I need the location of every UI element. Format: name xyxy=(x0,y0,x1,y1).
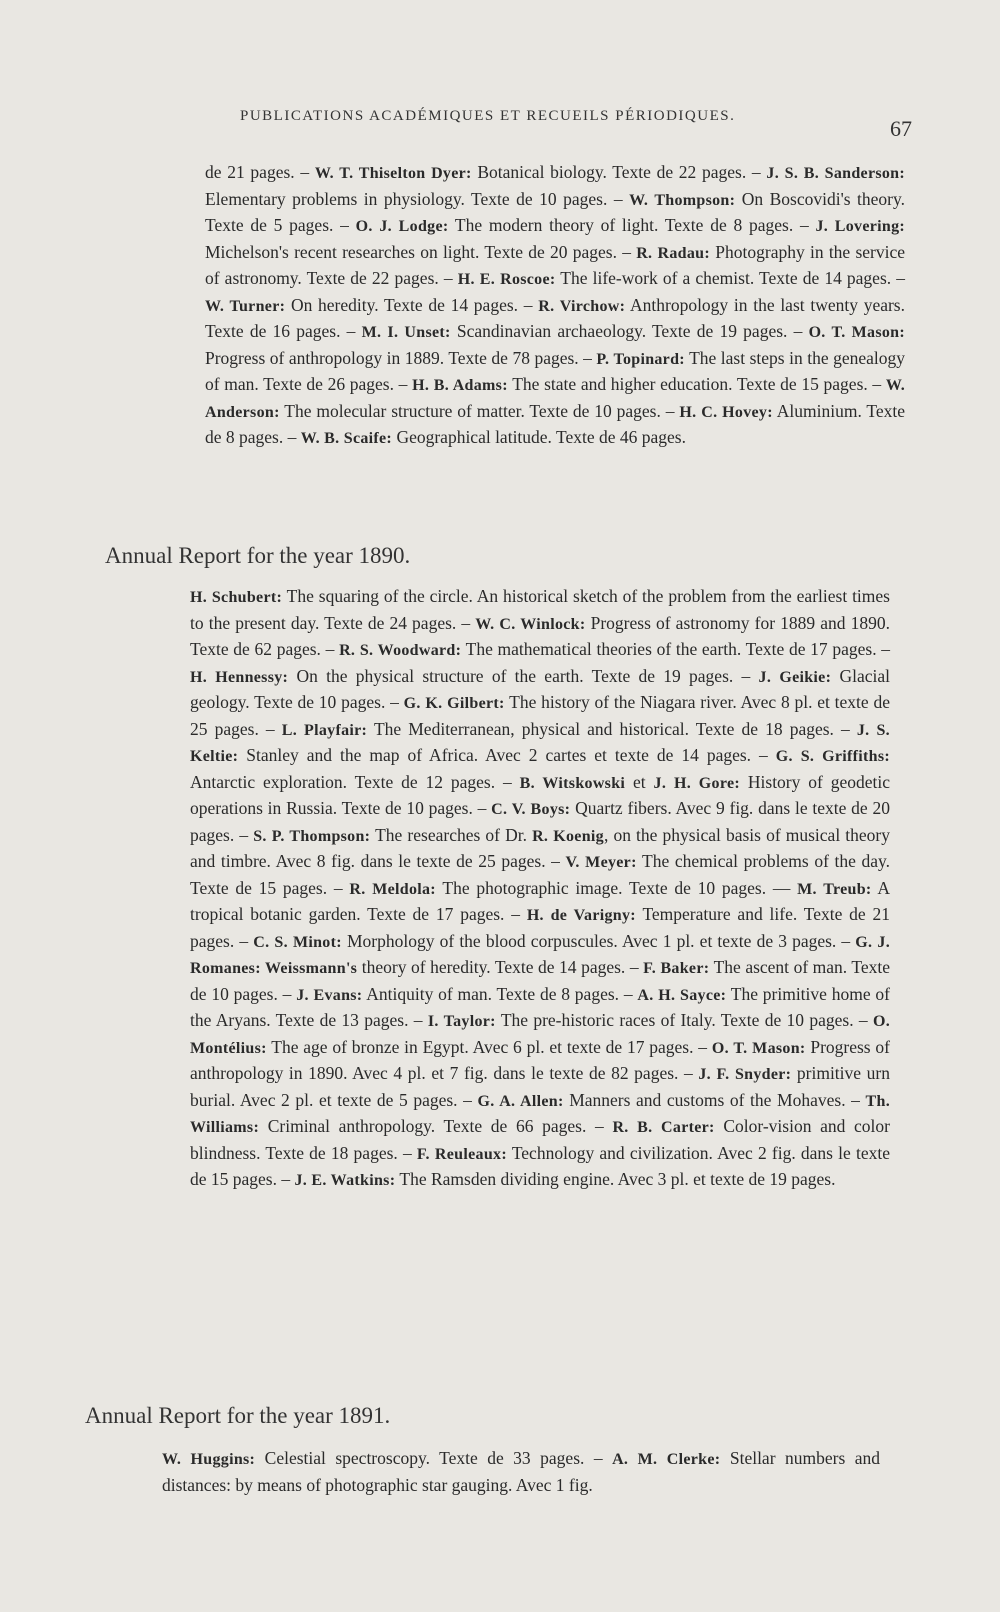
section-heading-1890: Annual Report for the year 1890. xyxy=(105,543,411,568)
section-heading-1891: Annual Report for the year 1891. xyxy=(85,1403,391,1428)
paragraph-1890-report: H. Schubert: The squaring of the circle. An historical sketch of the problem from the earliest times to the present day. Texte de 24 pages. – W. C. Winlock: Progress of astronomy for 1889 and 1890. Texte de 62 pages. – R. S. Woodward: The mathematical theories of the earth. Texte de 17 pages. – H. Hennessy: On the physical structure of the earth. Texte de 19 pages. – J. Geikie: Glacial geology. Texte de 10 pages. – G. K. Gilbert: The history of the Niagara river. Avec 8 pl. et texte de 25 pages. – L. Playfair: The Mediterranean, physical and historical. Texte de 18 pages. – J. S. Keltie: Stanley and the map of Africa. Avec 2 cartes et texte de 14 pages. – G. S. Griffiths: Antarctic exploration. Texte de 12 pages. – B. Witskowski et J. H. Gore: History of geodetic operations in Russia. Texte de 10 pages. – C. V. Boys: Quartz fibers. Avec 9 fig. dans le texte de 20 pages. – S. P. Thompson: The researches of Dr. R. Koenig, on the physical basis of musical theory and timbre. Avec 8 fig. dans le texte de 25 pages. – V. Meyer: The chemical problems of the day. Texte de 15 pages. – R. Meldola: The photographic image. Texte de 10 pages. — M. Treub: A tropical botanic garden. Texte de 17 pages. – H. de Varigny: Temperature and life. Texte de 21 pages. – C. S. Minot: Morphology of the blood corpuscules. Avec 1 pl. et texte de 3 pages. – G. J. Romanes: Weissmann's theory of heredity. Texte de 14 pages. – F. Baker: The ascent of man. Texte de 10 pages. – J. Evans: Antiquity of man. Texte de 8 pages. – A. H. Sayce: The primitive home of the Aryans. Texte de 13 pages. – I. Taylor: The pre-historic races of Italy. Texte de 10 pages. – O. Montélius: The age of bronze in Egypt. Avec 6 pl. et texte de 17 pages. – O. T. Mason: Progress of anthropology in 1890. Avec 4 pl. et 7 fig. dans le texte de 82 pages. – J. F. Snyder: primitive urn burial. Avec 2 pl. et texte de 5 pages. – G. A. Allen: Manners and customs of the Mohaves. – Th. Williams: Criminal anthropology. Texte de 66 pages. – R. B. Carter: Color-vision and color blindness. Texte de 18 pages. – F. Reuleaux: Technology and civilization. Avec 2 fig. dans le texte de 15 pages. – J. E. Watkins: The Ramsden dividing engine. Avec 3 pl. et texte de 19 pages. xyxy=(190,586,891,1189)
paragraph-1891-report: W. Huggins: Celestial spectroscopy. Texte de 33 pages. – A. M. Clerke: Stellar numbers and distances: by means of photographic star gauging. Avec 1 fig. xyxy=(162,1448,881,1495)
page-number: 67 xyxy=(890,116,912,141)
paragraph-1889-continued: de 21 pages. – W. T. Thiselton Dyer: Botanical biology. Texte de 22 pages. – J. S. B. Sanderson: Elementary problems in physiology. Texte de 10 pages. – W. Thompson: On Boscovidi's theory. Texte de 5 pages. – O. J. Lodge: The modern theory of light. Texte de 8 pages. – J. Lovering: Michelson's recent researches on light. Texte de 20 pages. – R. Radau: Photography in the service of astronomy. Texte de 22 pages. – H. E. Roscoe: The life-work of a chemist. Texte de 14 pages. – W. Turner: On heredity. Texte de 14 pages. – R. Virchow: Anthropology in the last twenty years. Texte de 16 pages. – M. I. Unset: Scandinavian archaeology. Texte de 19 pages. – O. T. Mason: Progress of anthropology in 1889. Texte de 78 pages. – P. Topinard: The last steps in the genealogy of man. Texte de 26 pages. – H. B. Adams: The state and higher education. Texte de 15 pages. – W. Anderson: The molecular structure of matter. Texte de 10 pages. – H. C. Hovey: Aluminium. Texte de 8 pages. – W. B. Scaife: Geographical latitude. Texte de 46 pages. xyxy=(205,162,906,447)
running-header: PUBLICATIONS ACADÉMIQUES ET RECUEILS PÉRIODIQUES. xyxy=(240,108,736,124)
